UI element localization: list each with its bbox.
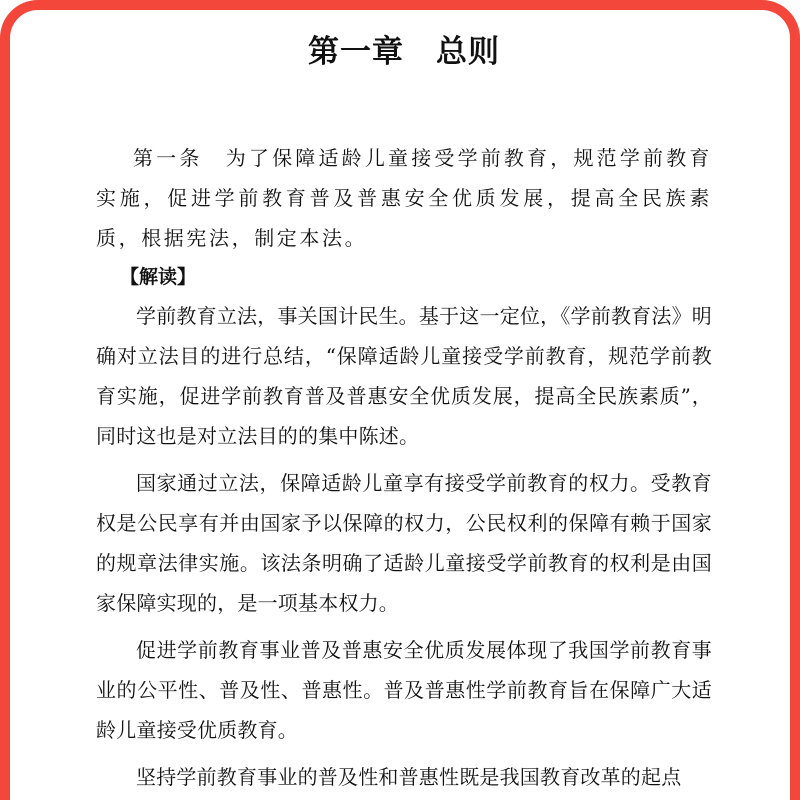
interpretation-heading: 【解读】 xyxy=(120,266,197,288)
article-1-text: 第一条 为了保障适龄儿童接受学前教育，规范学前教育实施，促进学前教育普及普惠安全优质发展，提高全民族素质，根据宪法，制定本法。 xyxy=(96,146,712,250)
interpretation-paragraph: 促进学前教育事业普及普惠安全优质发展体现了我国学前教育事业的公平性、普及性、普惠性。普及普惠性学前教育旨在保障广大适龄儿童接受优质教育。 xyxy=(96,638,712,742)
interpretation-paragraph: 坚持学前教育事业的普及性和普惠性既是我国教育改革的起点 xyxy=(136,765,682,789)
document-body xyxy=(96,138,712,797)
chapter-title: 第一章 总则 xyxy=(308,34,500,70)
document-page xyxy=(96,0,712,800)
interpretation-paragraph: 学前教育立法，事关国计民生。基于这一定位，《学前教育法》明确对立法目的进行总结，“保障适龄儿童接受学前教育，规范学前教育实施，促进学前教育普及普惠安全优质发展，提高全民族素质”，同时这也是对立法目的的集中陈述。 xyxy=(96,304,712,448)
interpretation-paragraph: 国家通过立法，保障适龄儿童享有接受学前教育的权力。受教育权是公民享有并由国家予以保障的权力，公民权利的保障有赖于国家的规章法律实施。该法条明确了适龄儿童接受学前教育的权利是由国家保障实现的，是一项基本权力。 xyxy=(96,471,712,615)
